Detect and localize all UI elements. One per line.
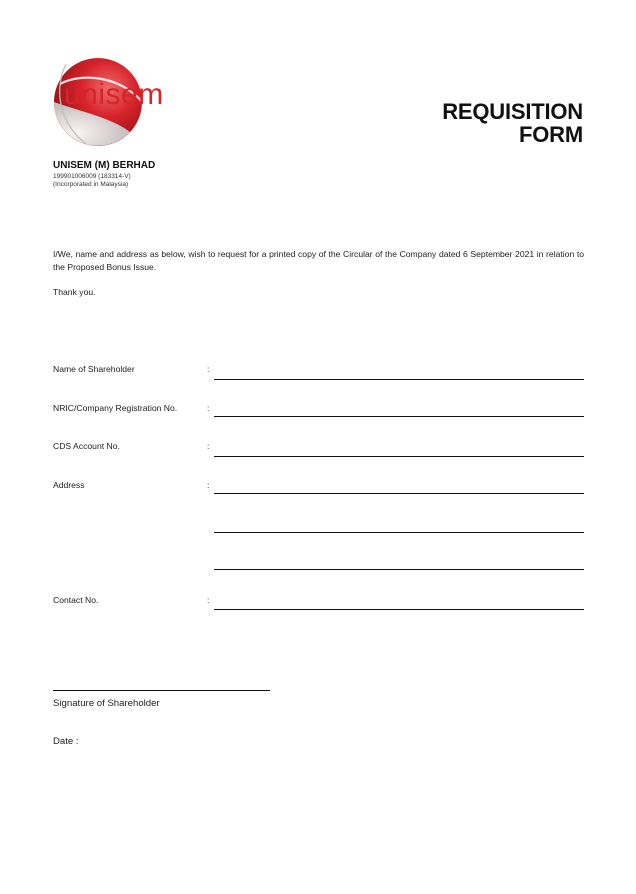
address-label: Address bbox=[53, 480, 85, 490]
date-label: Date : bbox=[53, 736, 79, 747]
form-title-line-2: FORM bbox=[519, 122, 583, 147]
form-title bbox=[442, 100, 583, 146]
address-colon: : bbox=[207, 480, 210, 490]
cds-account-field[interactable] bbox=[214, 456, 584, 457]
address-field-line-2[interactable] bbox=[214, 532, 584, 533]
cds-account-colon: : bbox=[207, 441, 210, 451]
company-name: UNISEM (M) BERHAD bbox=[53, 160, 156, 171]
company-registration: 199901006009 (183314-V) bbox=[53, 173, 131, 180]
company-incorporation: (Incorporated in Malaysia) bbox=[53, 181, 129, 188]
signature-field[interactable] bbox=[53, 690, 270, 691]
nric-field[interactable] bbox=[214, 416, 584, 417]
shareholder-name-label: Name of Shareholder bbox=[53, 364, 135, 374]
shareholder-name-colon: : bbox=[207, 364, 210, 374]
nric-label: NRIC/Company Registration No. bbox=[53, 403, 178, 413]
shareholder-name-field[interactable] bbox=[214, 379, 584, 380]
intro-paragraph: I/We, name and address as below, wish to request for a printed copy of the Circular of the Company dated 6 September 2021 in relation to the Proposed Bonus Issue. bbox=[53, 249, 584, 272]
signature-label: Signature of Shareholder bbox=[53, 698, 160, 709]
contact-number-field[interactable] bbox=[214, 609, 584, 610]
address-field-line-3[interactable] bbox=[214, 569, 584, 570]
cds-account-label: CDS Account No. bbox=[53, 441, 120, 451]
contact-number-colon: : bbox=[207, 595, 210, 605]
nric-colon: : bbox=[207, 403, 210, 413]
form-title-line-1: REQUISITION bbox=[442, 99, 583, 124]
thank-you-text: Thank you. bbox=[53, 287, 96, 297]
logo-wordmark: unisem bbox=[64, 78, 164, 111]
contact-number-label: Contact No. bbox=[53, 595, 99, 605]
address-field-line-1[interactable] bbox=[214, 493, 584, 494]
